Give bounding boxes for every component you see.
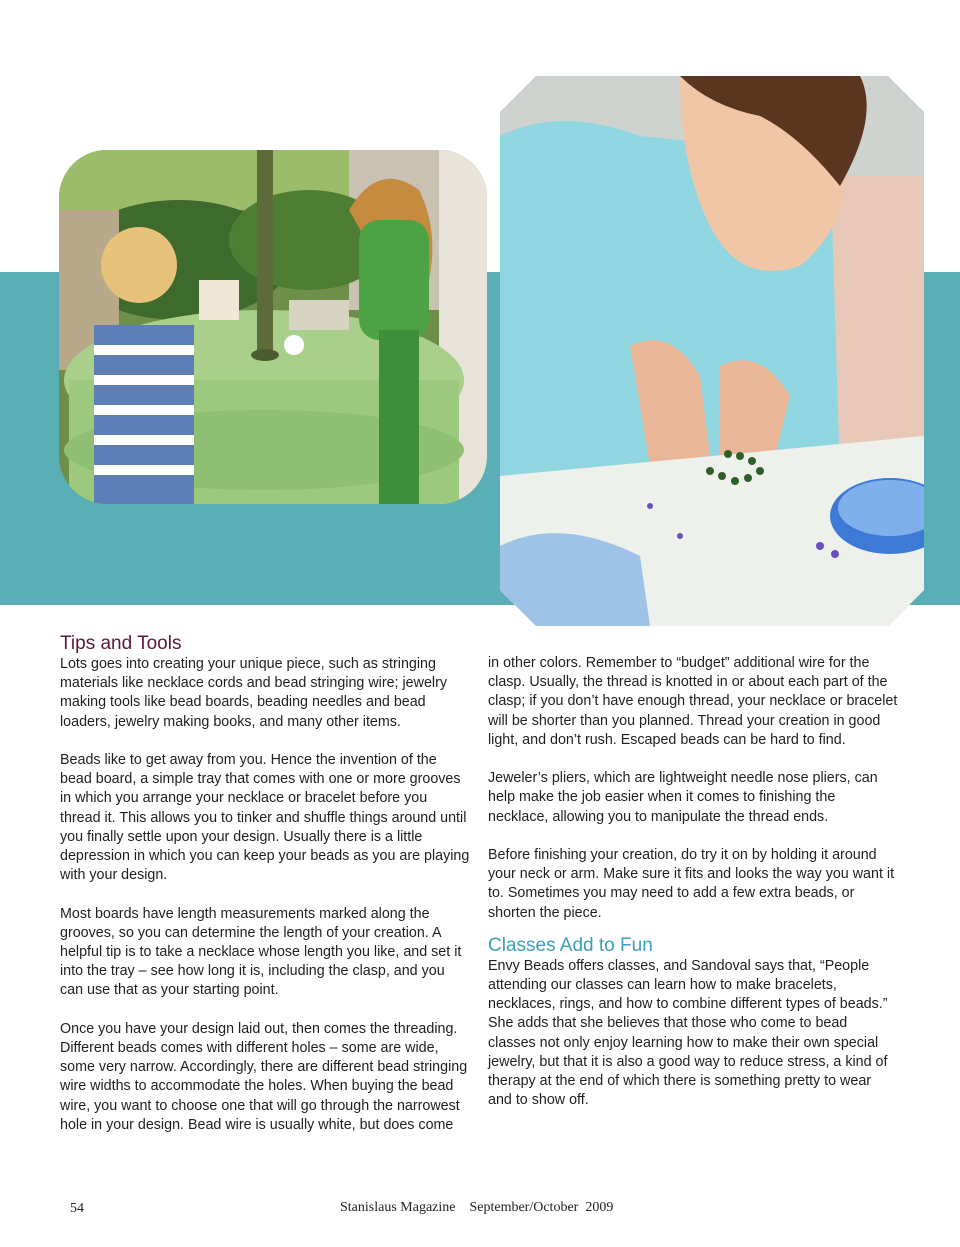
photo-woman-beading [500,76,924,626]
footer-magazine-issue: Stanislaus Magazine September/October 2009 [340,1200,614,1215]
paragraph: Jeweler’s pliers, which are lightweight needle nose pliers, can help make the job easier when it comes to finishing the necklace, allowing you to manipulate the thread ends. [488,770,878,825]
paragraph: Lots goes into creating your unique piece, such as stringing materials like necklace cords and bead stringing wire; jewelry making tools like bead boards, beading needles and bead loaders, jewelry making books, and many other items. [60,656,447,730]
paragraph: Envy Beads offers classes, and Sandoval says that, “People attending our classes can learn how to make bracelets, necklaces, rings, and how to combine different types of beads.” She adds that she believes that those who come to bead classes not only enjoy learning how to make their own special jewelry, but that it is also a good way to reduce stress, a kind of therapy at the end of which there is something pretty to wear and to show off. [488,957,888,1109]
photo-children-beading [59,150,487,504]
heading-tips-and-tools: Tips and Tools [60,633,182,654]
paragraph: Before finishing your creation, do try it on by holding it around your neck or arm. Make sure it fits and looks the way you want it to. Sometimes you may need to add a few extra beads, or shorten the piece. [488,847,895,921]
beading-photo-illustration [500,76,924,626]
heading-classes-add-to-fun: Classes Add to Fun [488,934,653,956]
page-number: 54 [70,1201,84,1216]
paragraph: Beads like to get away from you. Hence the invention of the bead board, a simple tray that comes with one or more grooves in which you arrange your necklace or bracelet before you thread it. This allows you to tinker and shuffle things around until you finally settle upon your design. Usually there is a little depression in which you can keep your beads as you are playing with your design. [60,752,470,884]
paragraph: Most boards have length measurements marked along the grooves, so you can determine the length of your creation. A helpful tip is to take a necklace whose length you like, and set it into the tray – see how long it is, including the clasp, and you can use that as your starting point. [60,905,462,999]
right-text-column [488,654,898,1110]
paragraph: in other colors. Remember to “budget” additional wire for the clasp. Usually, the thread is knotted in or about each part of the clasp; if you don’t have enough thread, your necklace or bracelet will be shorter than you planned. Thread your creation in good light, and don’t rush. Escaped beads can be hard to find. [488,655,898,748]
kids-photo-illustration [59,150,487,504]
paragraph: Once you have your design laid out, then comes the threading. Different beads comes with different holes – some are wide, some very narrow. Accordingly, there are different bead stringing wire widths to accommodate the holes. When buying the bead wire, you want to choose one that will go through the narrowest hole in your design. Bead wire is usually white, but does come [60,1020,468,1133]
left-text-column [60,633,470,1135]
